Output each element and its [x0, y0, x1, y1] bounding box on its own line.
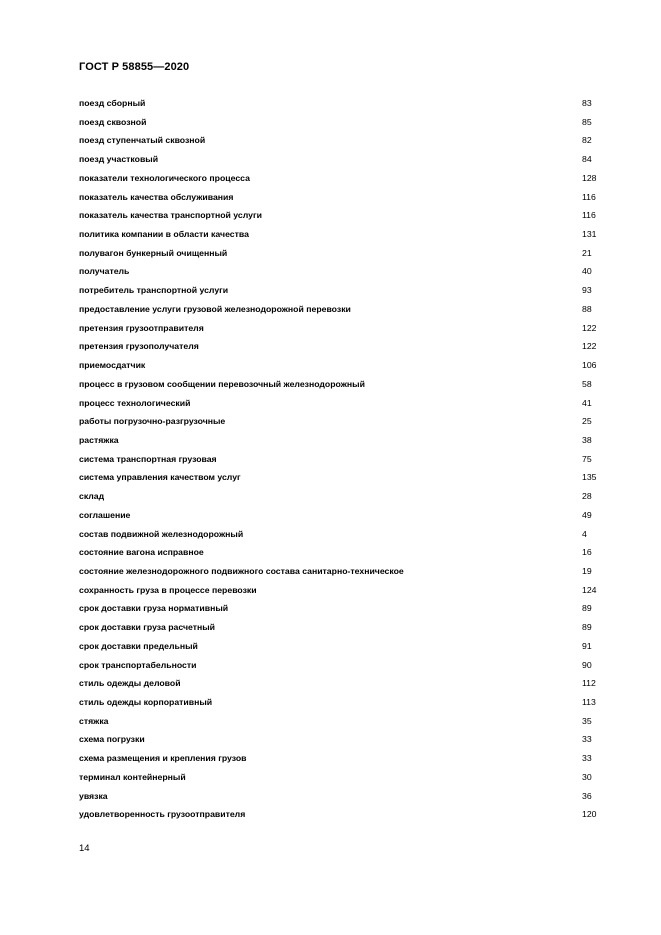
- index-page-ref: 135: [582, 472, 597, 483]
- index-term: приемосдатчик: [79, 360, 146, 371]
- index-entry: [79, 453, 599, 472]
- index-term: получатель: [79, 266, 130, 277]
- index-term: состояние вагона исправное: [79, 547, 204, 558]
- index-term: состав подвижной железнодорожный: [79, 528, 244, 539]
- index-entry: [79, 97, 599, 116]
- index-entry: [79, 378, 599, 397]
- index-entry: [79, 584, 599, 603]
- index-term: схема погрузки: [79, 734, 145, 745]
- index-page-ref: 131: [582, 229, 597, 240]
- index-term: терминал контейнерный: [79, 771, 186, 782]
- index-page-ref: 112: [582, 678, 596, 689]
- index-page-ref: 93: [582, 285, 592, 296]
- index-page-ref: 35: [582, 715, 592, 726]
- index-term: полувагон бункерный очищенный: [79, 247, 228, 258]
- index-term: состояние железнодорожного подвижного состава санитарно-техническое: [79, 565, 404, 576]
- index-page-ref: 122: [582, 322, 597, 333]
- index-page-ref: 120: [582, 809, 597, 820]
- index-entry: [79, 528, 599, 547]
- index-page-ref: 4: [582, 528, 587, 539]
- index-page-ref: 16: [582, 547, 592, 558]
- index-entry: [79, 696, 599, 715]
- index-term: потребитель транспортной услуги: [79, 285, 229, 296]
- index-term: политика компании в области качества: [79, 229, 249, 240]
- index-term: сохранность груза в процессе перевозки: [79, 584, 257, 595]
- index-entry: [79, 659, 599, 678]
- index-entry: [79, 771, 599, 790]
- index-page-ref: 124: [582, 584, 597, 595]
- index-page-ref: 88: [582, 303, 592, 314]
- index-page-ref: 40: [582, 266, 592, 277]
- index-page-ref: 89: [582, 603, 592, 614]
- index-page-ref: 116: [582, 191, 596, 202]
- index-term: стяжка: [79, 715, 109, 726]
- index-term: процесс в грузовом сообщении перевозочный железнодорожный: [79, 378, 365, 389]
- index-page-ref: 91: [582, 640, 592, 651]
- index-entry: [79, 677, 599, 696]
- index-entry: [79, 733, 599, 752]
- index-entry: [79, 397, 599, 416]
- index-page-ref: 19: [582, 565, 592, 576]
- index-entry: [79, 808, 599, 827]
- index-page-ref: 41: [582, 397, 592, 408]
- index-entry: [79, 602, 599, 621]
- index-entry: [79, 471, 599, 490]
- index-term: удовлетворенность грузоотправителя: [79, 809, 246, 820]
- index-page-ref: 89: [582, 622, 592, 633]
- index-page-ref: 36: [582, 790, 592, 801]
- index-page-ref: 90: [582, 659, 592, 670]
- index-entry: [79, 565, 599, 584]
- index-page-ref: 49: [582, 509, 592, 520]
- alphabetical-index: [79, 97, 599, 827]
- index-page-ref: 30: [582, 771, 592, 782]
- index-page-ref: 25: [582, 416, 592, 427]
- index-page-ref: 58: [582, 378, 592, 389]
- document-header: ГОСТ Р 58855—2020: [79, 61, 190, 73]
- index-entry: [79, 303, 599, 322]
- index-page-ref: 128: [582, 172, 597, 183]
- index-page-ref: 33: [582, 734, 592, 745]
- index-page-ref: 21: [582, 247, 592, 258]
- index-term: показатель качества транспортной услуги: [79, 210, 262, 221]
- index-page-ref: 106: [582, 360, 597, 371]
- index-entry: [79, 490, 599, 509]
- index-page-ref: 38: [582, 434, 592, 445]
- page-number: 14: [79, 843, 90, 854]
- index-entry: [79, 265, 599, 284]
- index-term: схема размещения и крепления грузов: [79, 753, 247, 764]
- index-page-ref: 83: [582, 98, 592, 108]
- index-term: поезд ступенчатый сквозной: [79, 135, 206, 146]
- index-entry: [79, 434, 599, 453]
- index-term: срок доставки груза нормативный: [79, 603, 229, 614]
- index-term: увязка: [79, 790, 108, 801]
- index-term: растяжка: [79, 434, 119, 445]
- index-term: процесс технологический: [79, 397, 191, 408]
- index-term: поезд сборный: [79, 98, 146, 108]
- index-term: претензия грузоотправителя: [79, 322, 204, 333]
- index-term: склад: [79, 491, 105, 502]
- index-entry: [79, 247, 599, 266]
- index-entry: [79, 191, 599, 210]
- index-term: предоставление услуги грузовой железнодорожной перевозки: [79, 303, 351, 314]
- index-entry: [79, 153, 599, 172]
- index-page-ref: 84: [582, 154, 592, 165]
- index-entry: [79, 752, 599, 771]
- index-entry: [79, 415, 599, 434]
- index-entry: [79, 209, 599, 228]
- index-term: срок транспортабельности: [79, 659, 197, 670]
- index-term: соглашение: [79, 509, 131, 520]
- index-term: срок доставки груза расчетный: [79, 622, 216, 633]
- index-entry: [79, 509, 599, 528]
- index-entry: [79, 546, 599, 565]
- index-term: срок доставки предельный: [79, 640, 198, 651]
- index-page-ref: 122: [582, 341, 597, 352]
- index-page-ref: 28: [582, 491, 592, 502]
- index-term: претензия грузополучателя: [79, 341, 199, 352]
- index-page-ref: 75: [582, 453, 592, 464]
- index-entry: [79, 322, 599, 341]
- index-page-ref: 82: [582, 135, 592, 146]
- index-term: поезд участковый: [79, 154, 159, 165]
- index-term: стиль одежды корпоративный: [79, 697, 213, 707]
- index-page-ref: 33: [582, 753, 592, 764]
- index-term: система управления качеством услуг: [79, 472, 241, 483]
- index-entry: [79, 134, 599, 153]
- index-entry: [79, 228, 599, 247]
- index-entry: [79, 621, 599, 640]
- index-term: показатель качества обслуживания: [79, 191, 234, 202]
- index-term: показатели технологического процесса: [79, 172, 250, 183]
- index-entry: [79, 359, 599, 378]
- index-page-ref: 113: [582, 697, 596, 707]
- index-entry: [79, 116, 599, 135]
- index-page-ref: 116: [582, 210, 596, 221]
- index-entry: [79, 715, 599, 734]
- index-term: стиль одежды деловой: [79, 678, 181, 689]
- index-entry: [79, 284, 599, 303]
- index-term: система транспортная грузовая: [79, 453, 217, 464]
- index-entry: [79, 790, 599, 809]
- index-entry: [79, 172, 599, 191]
- index-entry: [79, 340, 599, 359]
- index-term: работы погрузочно-разгрузочные: [79, 416, 226, 427]
- index-term: поезд сквозной: [79, 116, 147, 127]
- index-page-ref: 85: [582, 116, 592, 127]
- index-entry: [79, 640, 599, 659]
